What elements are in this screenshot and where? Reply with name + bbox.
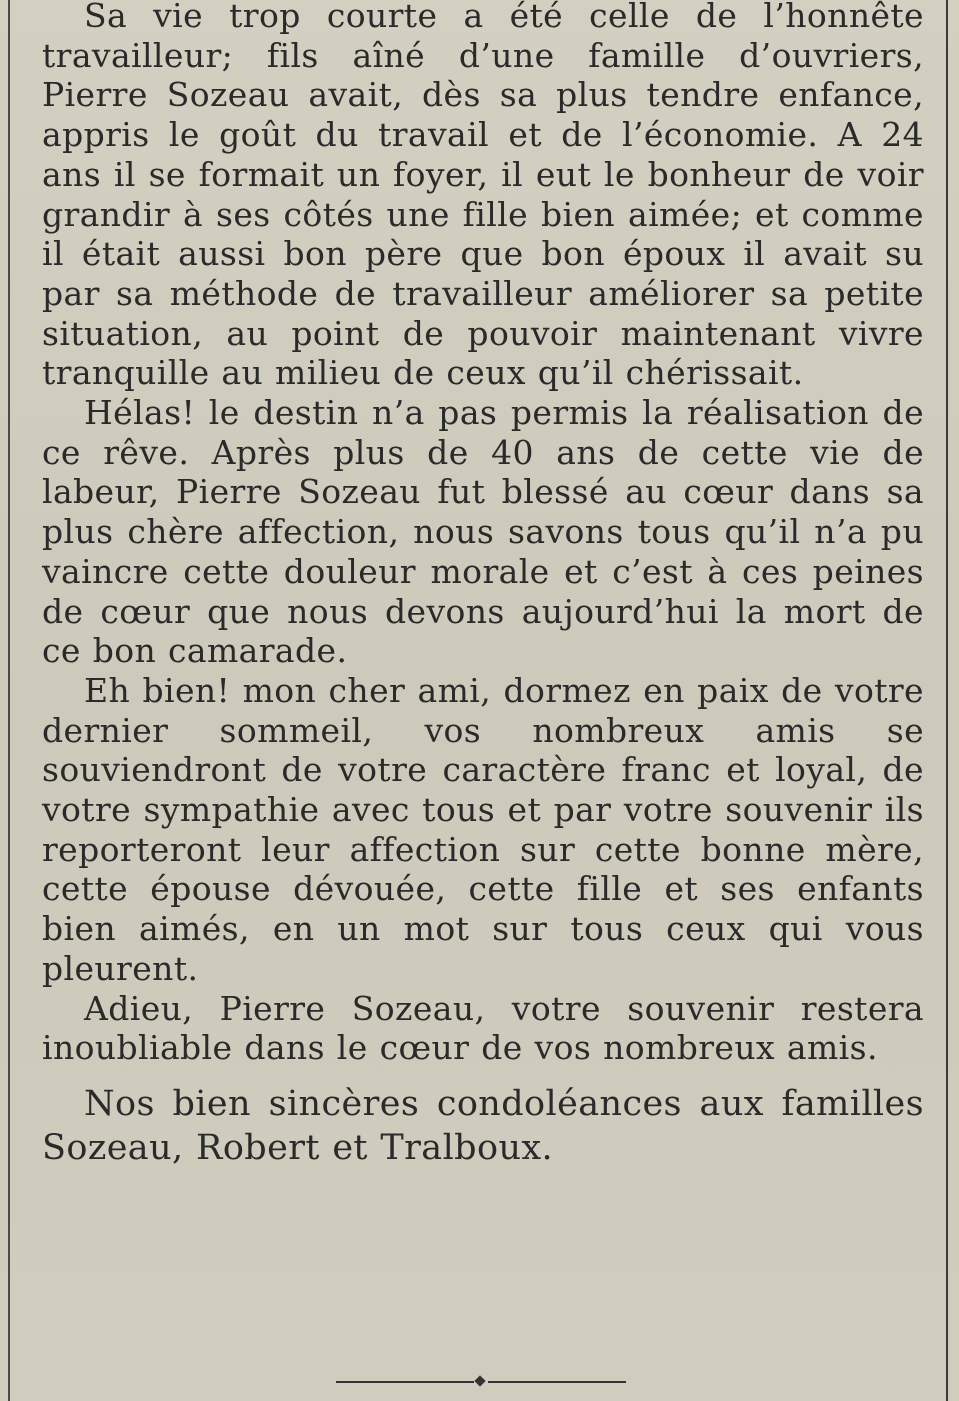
paragraph-destiny: Hélas! le destin n’a pas permis la réalisation de ce rêve. Après plus de 40 ans de cette vie de labeur, Pierre Sozeau fut blessé au cœur dans sa plus chère affection, nous savons tous qu’il n’a pu vaincre cette douleur morale et c’est à ces peines de cœur que nous devons aujourd’hui la mort de ce bon camarade.: [42, 393, 924, 671]
paragraph-adieu: Adieu, Pierre Sozeau, votre souvenir restera inoubliable dans le cœur de vos nombreux amis.: [42, 988, 924, 1068]
separator-line-right: [488, 1381, 626, 1383]
diamond-ornament-icon: [474, 1375, 485, 1386]
paragraph-life: Sa vie trop courte a été celle de l’honnête travailleur; fils aîné d’une famille d’ouvriers, Pierre Sozeau avait, dès sa plus tendre enfance, appris le goût du travail et de l’économie. A 24 ans il se formait un foyer, il eut le bonheur de voir grandir à ses côtés une fille bien aimée; et comme il était aussi bon père que bon époux il avait su par sa méthode de travailleur améliorer sa petite situation, au point de pouvoir maintenant vivre tranquille au milieu de ceux qu’il chérissait.: [42, 0, 924, 393]
separator-line-left: [336, 1381, 474, 1383]
left-column-rule: [8, 0, 10, 1401]
section-separator: [336, 1375, 626, 1389]
right-column-rule: [946, 0, 948, 1401]
condolences-paragraph: Nos bien sincères condoléances aux familles Sozeau, Robert et Tralboux.: [42, 1083, 924, 1168]
article-column: [42, 0, 924, 1170]
paragraph-farewell-friend: Eh bien! mon cher ami, dormez en paix de votre dernier sommeil, vos nombreux amis se souviendront de votre caractère franc et loyal, de votre sympathie avec tous et par votre souvenir ils reporteront leur affection sur cette bonne mère, cette épouse dévouée, cette fille et ses enfants bien aimés, en un mot sur tous ceux qui vous pleurent.: [42, 670, 924, 988]
